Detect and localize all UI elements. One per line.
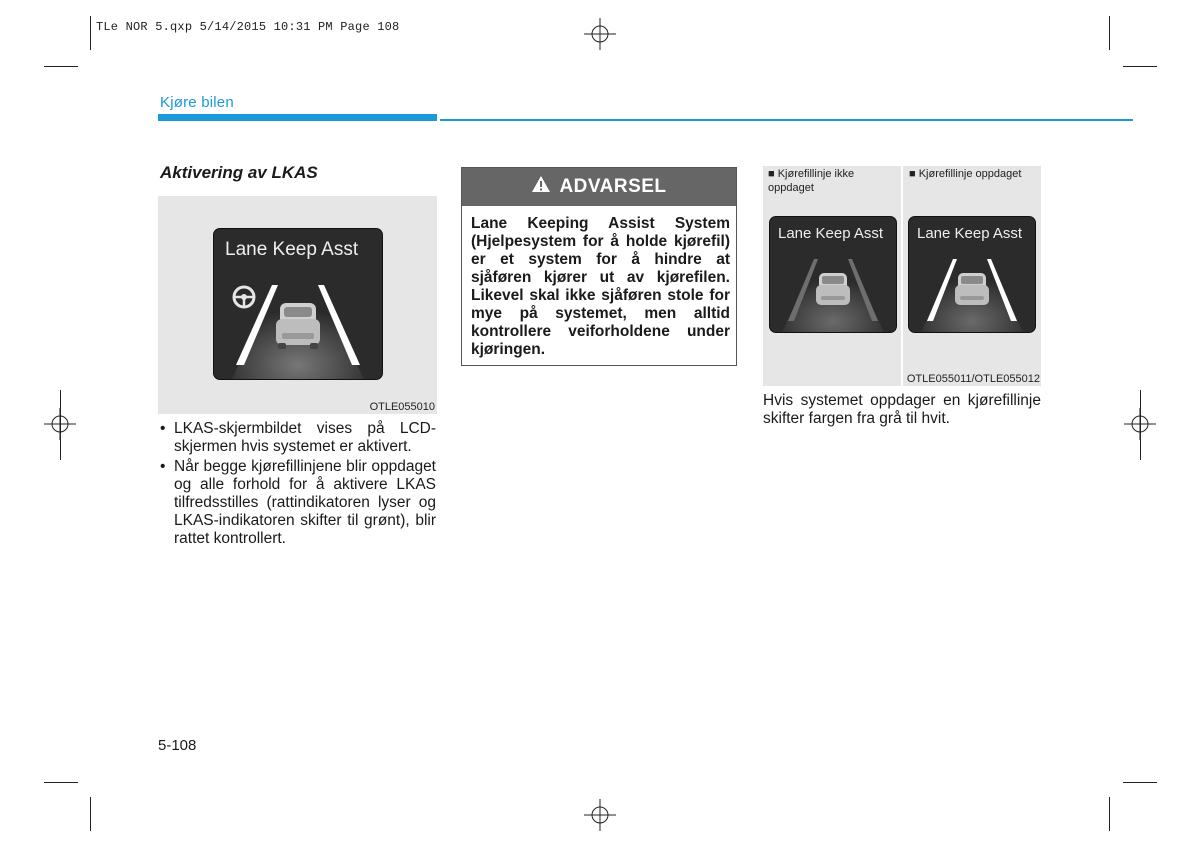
car-icon	[816, 273, 850, 305]
figure-code: OTLE055011/OTLE055012	[906, 373, 1040, 385]
figure-code: OTLE055010	[369, 401, 435, 413]
screen-title: Lane Keep Asst	[225, 239, 359, 260]
lcd-screen	[214, 229, 382, 379]
section-title: Kjøre bilen	[160, 94, 234, 111]
crop-mark	[1123, 66, 1157, 67]
section-rule-thin	[440, 119, 1133, 121]
registration-mark-icon	[584, 18, 616, 50]
lane-view-illustration	[214, 267, 382, 379]
figure-lkas-screen	[158, 196, 437, 414]
car-icon	[955, 273, 989, 305]
warning-box	[461, 167, 737, 366]
crop-mark	[60, 390, 61, 460]
list-item: • LKAS-skjermbildet vises på LCD-skjermen hvis systemet er aktivert.	[160, 420, 436, 456]
bullet-list	[160, 420, 436, 550]
warning-header	[462, 168, 736, 206]
list-item: • Når begge kjørefillinjene blir oppdaget og alle forhold for å aktivere LKAS tilfredsstilles (rattindikatoren lyser og LKAS-indikatoren skifter til grønt), blir rattet kontrollert.	[160, 458, 436, 548]
print-slug: TLe NOR 5.qxp 5/14/2015 10:31 PM Page 108	[96, 20, 400, 34]
warning-body: Lane Keeping Assist System (Hjelpesystem for å holde kjørefil) er et system for å hindre at sjåføren kjører ut av kjørefilen. Likevel skal ikke sjåføren stole for mye på systemet, men alltid kontrollere veiforholdene under kjøringen.	[471, 215, 730, 358]
registration-mark-icon	[584, 799, 616, 831]
warning-title: ADVARSEL	[559, 176, 667, 197]
lane-view-illustration	[770, 247, 896, 332]
crop-mark	[44, 782, 78, 783]
heading: Aktivering av LKAS	[160, 163, 318, 182]
car-icon	[276, 303, 320, 349]
crop-mark	[1123, 782, 1157, 783]
figure-divider	[901, 166, 903, 386]
section-rule	[158, 114, 437, 121]
figure-lane-detection	[763, 166, 1041, 386]
screen-title: Lane Keep Asst	[778, 225, 884, 242]
steering-wheel-icon	[234, 287, 254, 307]
lcd-screen-detected	[909, 217, 1035, 332]
page-number: 5-108	[158, 737, 197, 754]
panel-caption: ■ Kjørefillinje oppdaget	[909, 168, 1022, 180]
crop-mark	[1109, 16, 1110, 50]
crop-mark	[90, 797, 91, 831]
crop-mark	[90, 16, 91, 50]
lcd-screen-not-detected	[770, 217, 896, 332]
lane-view-illustration	[909, 247, 1035, 332]
body-text: Hvis systemet oppdager en kjørefillinje skifter fargen fra grå til hvit.	[763, 392, 1041, 427]
warning-triangle-icon	[531, 175, 551, 199]
crop-mark	[1140, 390, 1141, 460]
crop-mark	[44, 66, 78, 67]
screen-title: Lane Keep Asst	[917, 225, 1023, 242]
crop-mark	[1109, 797, 1110, 831]
panel-caption: ■ Kjørefillinje ikke oppdaget	[768, 168, 855, 194]
